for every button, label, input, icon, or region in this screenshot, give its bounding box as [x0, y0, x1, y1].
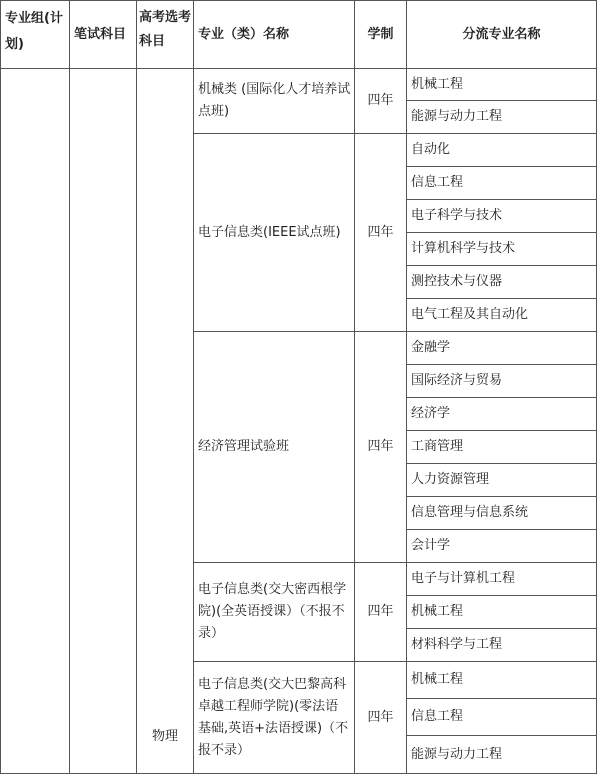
header-written-subject: 笔试科目	[74, 26, 127, 42]
branch-item: 国际经济与贸易	[411, 373, 503, 388]
col-line-2	[136, 0, 137, 774]
branch-item: 机械工程	[411, 672, 464, 687]
branch-item: 机械工程	[411, 76, 464, 92]
branch-item: 能源与动力工程	[411, 746, 503, 762]
branch-item: 金融学	[411, 340, 451, 355]
major-duration: 四年	[367, 224, 394, 240]
branch-item: 信息管理与信息系统	[411, 505, 529, 520]
branch-item: 电气工程及其自动化	[411, 307, 529, 322]
header-gaokao-subject: 高考选考科目	[139, 10, 192, 49]
header-branch-name: 分流专业名称	[462, 26, 541, 42]
branch-item: 信息工程	[411, 709, 464, 724]
major-name: 机械类 (国际化人才培养试点班)	[198, 82, 351, 119]
major-duration: 四年	[367, 604, 394, 619]
branch-item: 能源与动力工程	[411, 109, 503, 124]
col-line-1	[69, 0, 70, 774]
branch-item: 信息工程	[411, 175, 464, 190]
branch-item: 电子科学与技术	[411, 208, 503, 223]
branch-item: 材料科学与工程	[411, 637, 503, 652]
major-name: 电子信息类(IEEE试点班)	[198, 224, 341, 240]
branch-item: 机械工程	[411, 604, 464, 619]
major-duration: 四年	[367, 709, 394, 725]
header-major-name: 专业（类）名称	[198, 26, 290, 42]
major-name: 电子信息类(交大巴黎高科卓越工程师学院)(零法语基础,英语+法语授课)（不报不录）	[198, 676, 349, 758]
major-duration: 四年	[367, 439, 394, 454]
col-line-6	[596, 0, 597, 774]
col-line-0	[0, 0, 1, 774]
header-duration: 学制	[367, 26, 394, 42]
header-group: 专业组(计划)	[5, 11, 63, 52]
branch-item: 工商管理	[411, 439, 464, 454]
major-name: 经济管理试验班	[198, 439, 290, 454]
major-name: 电子信息类(交大密西根学院)(全英语授课）（不报不录）	[198, 582, 347, 641]
branch-item: 测控技术与仪器	[411, 274, 503, 289]
gaokao-subject-value: 物理	[151, 729, 178, 744]
branch-item: 会计学	[411, 538, 451, 553]
branch-item: 自动化	[411, 142, 451, 157]
branch-item: 经济学	[411, 406, 451, 421]
branch-item: 电子与计算机工程	[411, 571, 516, 586]
branch-item: 人力资源管理	[411, 472, 490, 487]
branch-item: 计算机科学与技术	[411, 241, 516, 256]
major-duration: 四年	[367, 93, 394, 108]
